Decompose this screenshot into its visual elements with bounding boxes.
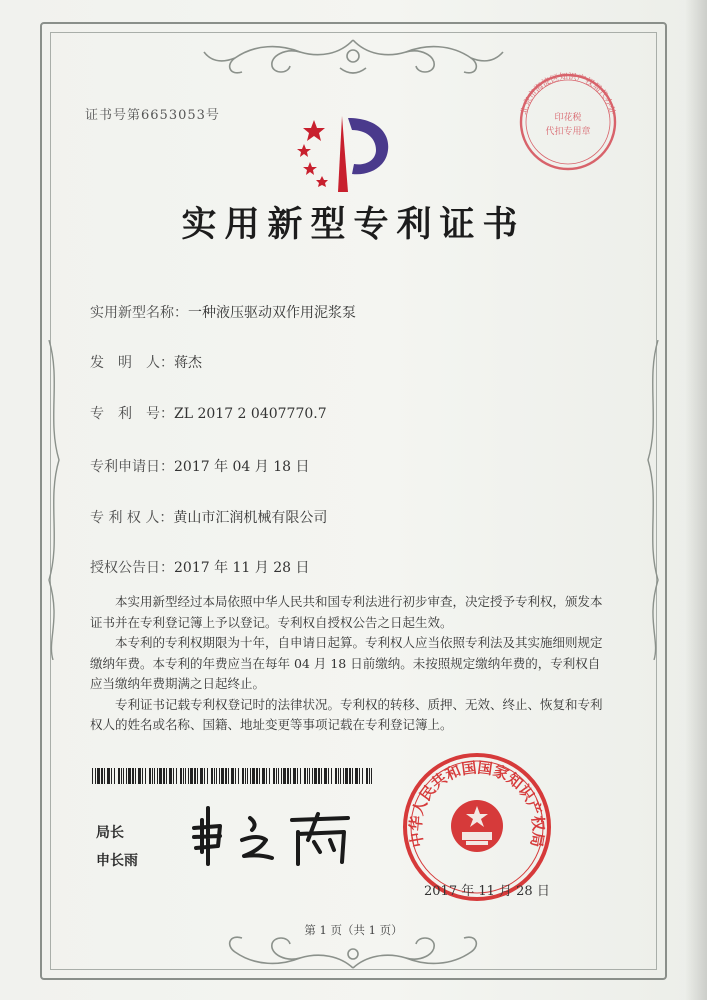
barcode-bar xyxy=(97,768,100,784)
barcode-bar xyxy=(247,768,248,784)
barcode-bar xyxy=(359,768,360,784)
barcode-bar xyxy=(349,768,351,784)
field-value: 2017 年 04 月 18 日 xyxy=(174,459,310,475)
barcode-bar xyxy=(269,768,270,784)
barcode-bar xyxy=(180,768,182,784)
barcode-bar xyxy=(321,768,322,784)
page-shadow xyxy=(685,0,707,1000)
field-value: 黄山市汇润机械有限公司 xyxy=(173,510,328,526)
barcode-bar xyxy=(183,768,184,784)
barcode-bar xyxy=(114,768,115,784)
barcode-bar xyxy=(204,768,205,784)
barcode-bar xyxy=(235,768,236,784)
field-patentee xyxy=(90,507,327,527)
field-label: 授权公告日： xyxy=(90,560,174,576)
certificate-number-label: 证书号第 xyxy=(85,108,142,123)
certificate-number-suffix: 号 xyxy=(205,108,220,123)
signatory-title: 局长 xyxy=(96,825,124,841)
barcode-bar xyxy=(211,768,213,784)
field-label: 专利申请日： xyxy=(90,459,174,475)
barcode-bar xyxy=(300,768,301,784)
barcode-bar xyxy=(307,768,308,784)
barcode-bar xyxy=(190,768,193,784)
certificate-title: 实用新型专利证书 xyxy=(181,204,526,245)
tax-stamp xyxy=(518,72,618,172)
barcode-bar xyxy=(352,768,353,784)
signatory-name: 申长雨 xyxy=(96,853,138,869)
field-value: 2017 年 11 月 28 日 xyxy=(174,560,310,576)
barcode-bar xyxy=(335,768,337,784)
field-application-date xyxy=(90,456,310,476)
barcode-bar xyxy=(159,768,162,784)
barcode-bar xyxy=(176,768,177,784)
field-patent-number xyxy=(90,403,327,423)
barcode xyxy=(92,768,372,784)
barcode-bar xyxy=(366,768,368,784)
body-paragraph: 专利证书记载专利权登记时的法律状况。专利权的转移、质押、无效、终止、恢复和专利权人的姓名或名称、国籍、地址变更等事项记载在专利登记簿上。 xyxy=(90,696,603,732)
barcode-bar xyxy=(123,768,124,784)
field-value: ZL 2017 2 0407770.7 xyxy=(174,406,327,422)
certificate-number xyxy=(85,104,220,123)
barcode-bar xyxy=(128,768,131,784)
barcode-bar xyxy=(228,768,229,784)
barcode-bar xyxy=(278,768,279,784)
barcode-bar xyxy=(188,768,189,784)
barcode-bar xyxy=(149,768,151,784)
body-paragraph: 本专利的专利权期限为十年，自申请日起算。专利权人应当依照专利法及其实施细则规定缴纳年费。本专利的年费应当在每年 04 月 18 日前缴纳。未按照规定缴纳年费的，专利权自应当缴纳年费期满之日起终止。 xyxy=(90,635,603,691)
barcode-bar xyxy=(283,768,286,784)
official-seal-text: 中华人民共和国国家知识产权局 xyxy=(406,758,548,849)
issue-date: 2017 年 11 月 28 日 xyxy=(424,884,550,899)
barcode-bar xyxy=(273,768,275,784)
tax-stamp-center-line1: 印花税 xyxy=(554,113,582,123)
barcode-bar xyxy=(173,768,174,784)
barcode-bar xyxy=(138,768,141,784)
barcode-bar xyxy=(304,768,306,784)
barcode-bar xyxy=(297,768,298,784)
barcode-bar xyxy=(154,768,155,784)
barcode-bar xyxy=(259,768,260,784)
barcode-bar xyxy=(163,768,165,784)
barcode-bar xyxy=(194,768,196,784)
barcode-bar xyxy=(355,768,358,784)
barcode-bar xyxy=(256,768,258,784)
barcode-bar xyxy=(95,768,96,784)
barcode-bar xyxy=(197,768,198,784)
barcode-bar xyxy=(157,768,158,784)
barcode-bar xyxy=(111,768,112,784)
barcode-bar xyxy=(345,768,348,784)
barcode-bar xyxy=(214,768,215,784)
barcode-bar xyxy=(200,768,203,784)
barcode-bar xyxy=(118,768,120,784)
barcode-bar xyxy=(362,768,363,784)
field-value: 蒋杰 xyxy=(174,355,202,371)
field-label: 发 明 人： xyxy=(90,355,174,371)
tax-stamp-center-line2: 代扣专用章 xyxy=(545,127,591,137)
barcode-bar xyxy=(126,768,127,784)
barcode-bar xyxy=(262,768,265,784)
field-label: 专 利 权 人： xyxy=(90,510,174,526)
barcode-bar xyxy=(142,768,143,784)
barcode-bar xyxy=(152,768,153,784)
barcode-bar xyxy=(309,768,310,784)
certificate-body xyxy=(90,592,610,736)
barcode-bar xyxy=(166,768,167,784)
body-paragraph: 本实用新型经过本局依照中华人民共和国专利法进行初步审查，决定授予专利权，颁发本证书并在专利登记簿上予以登记。专利权自授权公告之日起生效。 xyxy=(90,594,603,630)
barcode-bar xyxy=(281,768,282,784)
certificate-number-value: 6653053 xyxy=(141,108,206,123)
barcode-bar xyxy=(338,768,339,784)
barcode-bar xyxy=(107,768,110,784)
barcode-bar xyxy=(245,768,246,784)
tax-stamp-text: 北京市海淀区知识产权局代办处 xyxy=(519,72,617,116)
barcode-bar xyxy=(169,768,172,784)
barcode-bar xyxy=(231,768,234,784)
barcode-bar xyxy=(121,768,122,784)
barcode-bar xyxy=(290,768,291,784)
field-label: 专 利 号： xyxy=(90,406,174,422)
top-ornament xyxy=(200,34,507,82)
svg-text:北京市海淀区知识产权局代办处 xyxy=(518,72,617,116)
barcode-bar xyxy=(328,768,329,784)
barcode-bar xyxy=(371,768,372,784)
barcode-bar xyxy=(132,768,134,784)
right-ornament xyxy=(642,340,664,660)
barcode-bar xyxy=(312,768,313,784)
barcode-bar xyxy=(252,768,255,784)
barcode-bar xyxy=(242,768,244,784)
handwritten-signature xyxy=(180,800,360,870)
field-grant-date xyxy=(90,557,310,577)
barcode-bar xyxy=(340,768,341,784)
barcode-bar xyxy=(185,768,186,784)
barcode-bar xyxy=(221,768,224,784)
barcode-bar xyxy=(207,768,208,784)
barcode-bar xyxy=(238,768,239,784)
barcode-bar xyxy=(145,768,146,784)
page-info: 第 1 页（共 1 页） xyxy=(304,923,403,937)
barcode-bar xyxy=(287,768,289,784)
barcode-bar xyxy=(225,768,227,784)
barcode-bar xyxy=(324,768,327,784)
barcode-bar xyxy=(331,768,332,784)
field-label: 实用新型名称： xyxy=(90,305,188,321)
barcode-bar xyxy=(216,768,217,784)
barcode-bar xyxy=(314,768,317,784)
barcode-bar xyxy=(104,768,105,784)
field-value: 一种液压驱动双作用泥浆泵 xyxy=(188,305,356,321)
barcode-bar xyxy=(276,768,277,784)
barcode-bar xyxy=(293,768,296,784)
left-ornament xyxy=(43,340,65,660)
barcode-bar xyxy=(343,768,344,784)
barcode-bar xyxy=(135,768,136,784)
barcode-bar xyxy=(369,768,370,784)
barcode-bar xyxy=(101,768,103,784)
barcode-bar xyxy=(318,768,320,784)
patent-office-logo xyxy=(290,110,400,195)
field-utility-model-name xyxy=(90,302,356,322)
barcode-bar xyxy=(219,768,220,784)
field-inventor xyxy=(90,352,202,372)
barcode-bar xyxy=(250,768,251,784)
barcode-bar xyxy=(92,768,93,784)
barcode-bar xyxy=(266,768,267,784)
